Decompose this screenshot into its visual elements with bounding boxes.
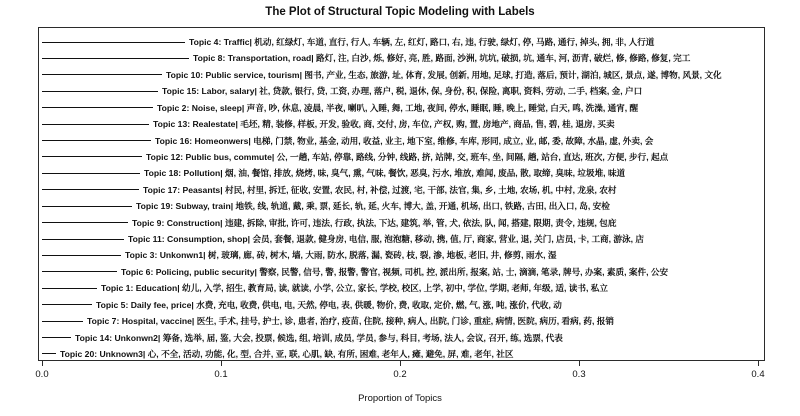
topic-proportion-line (42, 321, 83, 322)
topic-label: Topic 8: Transportation, road| 路灯, 注, 白沙, 烁, 修好, 亮, 胜, 路面, 沙洲, 坑坑, 破损, 坑, 通车, 河, 沥青, 破烂, 修, 修路, 修复, 完工 (193, 53, 691, 64)
topic-row (42, 348, 513, 360)
x-tick-label: 0.0 (35, 369, 49, 380)
topic-label: Topic 11: Consumption, shop| 会员, 套餐, 退款, 健身房, 电信, 服, 泡泡糖, 移动, 携, 值, 厅, 商家, 营业, 退, 关门, 店员, 卡, 工商, 游泳, 店 (128, 234, 644, 245)
topic-label: Topic 5: Daily fee, price| 水费, 充电, 收费, 供电, 电, 天然, 停电, 表, 供暖, 物价, 费, 收取, 定价, 燃, 气, 涨, 吨, 涨价, 代收, 动 (96, 299, 562, 310)
topic-label: Topic 3: Unkonwn1| 树, 玻璃, 廊, 砖, 树木, 墙, 大雨, 防水, 脱落, 漏, 瓷砖, 枝, 裂, 渗, 地板, 老旧, 井, 修剪, 雨水, 湿 (125, 250, 557, 261)
topic-label: Topic 20: Unknown3| 心, 不全, 活动, 功能, 化, 型, 合并, 亚, 联, 心肌, 缺, 有所, 困难, 老年人, 瘫, 避免, 屏, 难, 老年, 社区 (60, 348, 514, 359)
topic-row (42, 167, 625, 179)
x-tick-label: 0.2 (393, 369, 407, 380)
topic-row (42, 85, 642, 97)
topic-proportion-line (42, 271, 117, 272)
topic-label: Topic 19: Subway, train| 地铁, 线, 轨道, 戴, 乘, 票, 延长, 轨, 延, 火车, 博大, 盖, 开通, 机场, 出口, 铁路, 古田, 出入口, 岛, 安检 (136, 201, 610, 212)
topic-proportion-line (42, 107, 153, 108)
topic-label: Topic 18: Pollution| 烟, 油, 餐馆, 排放, 烧烤, 味, 臭气, 熏, 气味, 餐饮, 恶臭, 污水, 堆放, 难闻, 废品, 散, 取缔, 臭味, 垃圾堆, 味道 (144, 168, 626, 179)
topic-label: Topic 2: Noise, sleep| 声音, 吵, 休息, 凌晨, 半夜, 喇叭, 入睡, 舞, 工地, 夜间, 停水, 睡眠, 睡, 晚上, 睡觉, 白天, 鸣, 洗澡, 通宵, 醒 (157, 102, 639, 113)
topic-proportion-line (42, 239, 124, 240)
chart-title: The Plot of Structural Topic Modeling with Labels (265, 6, 535, 18)
topic-proportion-line (42, 337, 71, 338)
topic-label: Topic 9: Construction| 违建, 拆除, 审批, 许可, 违法, 行政, 执法, 下达, 建筑, 举, 管, 犬, 依法, 队, 闻, 搭建, 限期, 责令, 违规, 包庇 (132, 217, 617, 228)
x-tick-label: 0.4 (751, 369, 765, 380)
topic-row (42, 151, 668, 163)
topic-proportion-line (42, 91, 158, 92)
topic-label: Topic 14: Unkonwn2| 筹备, 选举, 届, 鉴, 大会, 投票, 候选, 组, 培训, 成员, 学员, 参与, 科目, 考场, 法人, 会议, 召开, 练, 选票, 代表 (75, 332, 563, 343)
x-tick-label: 0.3 (572, 369, 586, 380)
topic-proportion-line (42, 140, 151, 141)
topic-row (42, 200, 610, 212)
x-tick-mark (221, 361, 222, 366)
topic-label: Topic 15: Labor, salary| 社, 贷款, 银行, 贷, 工资, 办理, 落户, 税, 退休, 保, 身份, 积, 保险, 离职, 资料, 劳动, 二手, 档案, 金, 户口 (162, 86, 643, 97)
x-tick-label: 0.1 (214, 369, 228, 380)
topic-row (42, 69, 722, 81)
topic-label: Topic 17: Peasants| 村民, 村里, 拆迁, 征收, 安置, 农民, 村, 补偿, 过渡, 宅, 干部, 法官, 集, 乡, 土地, 农场, 机, 中村, 龙泉, 农村 (143, 184, 617, 195)
topic-row (42, 233, 644, 245)
x-tick-mark (42, 361, 43, 366)
topic-proportion-line (42, 189, 139, 190)
topic-row (42, 299, 562, 311)
topic-row (42, 332, 563, 344)
topic-label: Topic 10: Public service, tourism| 图书, 产业, 生态, 旅游, 址, 体育, 发展, 创新, 用地, 足球, 打造, 落后, 预计, 湖泊, 城区, 景点, 遂, 博物, 风景, 文化 (166, 69, 722, 80)
x-axis-label: Proportion of Topics (358, 393, 442, 404)
topic-row (42, 102, 638, 114)
topic-label: Topic 1: Education| 幼儿, 入学, 招生, 教育局, 读, 就读, 小学, 公立, 家长, 学校, 校区, 上学, 初中, 学位, 学期, 老师, 年级, 适, 读书, 私立 (101, 283, 608, 294)
plot-area (38, 27, 765, 361)
topic-label: Topic 13: Realestate| 毛坯, 精, 装修, 样板, 开发, 验收, 商, 交付, 房, 车位, 产权, 购, 置, 房地产, 商品, 售, 碧, 桂, 退房, 买卖 (153, 119, 615, 130)
topic-row (42, 217, 616, 229)
topic-proportion-line (42, 288, 97, 289)
topic-row (42, 135, 653, 147)
topic-row (42, 282, 608, 294)
topic-label: Topic 12: Public bus, commute| 公, 一趟, 车站, 停靠, 路线, 分钟, 线路, 挤, 站牌, 交, 班车, 坐, 间隔, 趟, 站台, 直达, 班次, 方便, 步行, 起点 (146, 151, 669, 162)
topic-proportion-line (42, 206, 132, 207)
topic-label: Topic 16: Homeonwers| 电梯, 门禁, 物业, 基金, 动用, 收益, 业主, 地下室, 维修, 车库, 形同, 成立, 业, 邮, 委, 故障, 水晶, 虚, 外卖, 会 (155, 135, 654, 146)
topic-row (42, 249, 556, 261)
x-tick-mark (400, 361, 401, 366)
topic-proportion-line (42, 222, 128, 223)
topic-proportion-line (42, 353, 56, 354)
topic-row (42, 266, 668, 278)
topic-proportion-line (42, 58, 189, 59)
topic-proportion-line (42, 304, 92, 305)
topic-row (42, 184, 617, 196)
topic-label: Topic 4: Traffic| 机动, 红绿灯, 车道, 直行, 行人, 车辆, 左, 红灯, 路口, 右, 违, 行驶, 绿灯, 停, 马路, 通行, 掉头, 拥, 非, 人行道 (189, 37, 655, 47)
topic-proportion-line (42, 124, 149, 125)
topic-row (42, 36, 654, 48)
topic-proportion-line (42, 156, 142, 157)
topic-label: Topic 7: Hospital, vaccine| 医生, 手术, 挂号, 护士, 诊, 患者, 治疗, 疫苗, 住院, 接种, 病人, 出院, 门诊, 重症, 病情, 医院, 病历, 看病, 药, 报销 (87, 316, 614, 327)
x-tick-mark (758, 361, 759, 366)
x-tick-mark (579, 361, 580, 366)
topic-label: Topic 6: Policing, public security| 警察, 民警, 信号, 警, 报警, 警官, 视频, 司机, 控, 派出所, 报案, 站, 士, 滴滴, 笔录, 牌号, 办案, 素质, 案件, 公安 (121, 266, 669, 277)
topic-row (42, 52, 690, 64)
topic-proportion-line (42, 173, 140, 174)
topic-proportion-line (42, 255, 121, 256)
topic-row (42, 315, 614, 327)
topic-proportion-line (42, 42, 185, 43)
topic-row (42, 118, 615, 130)
topic-proportion-line (42, 74, 162, 75)
